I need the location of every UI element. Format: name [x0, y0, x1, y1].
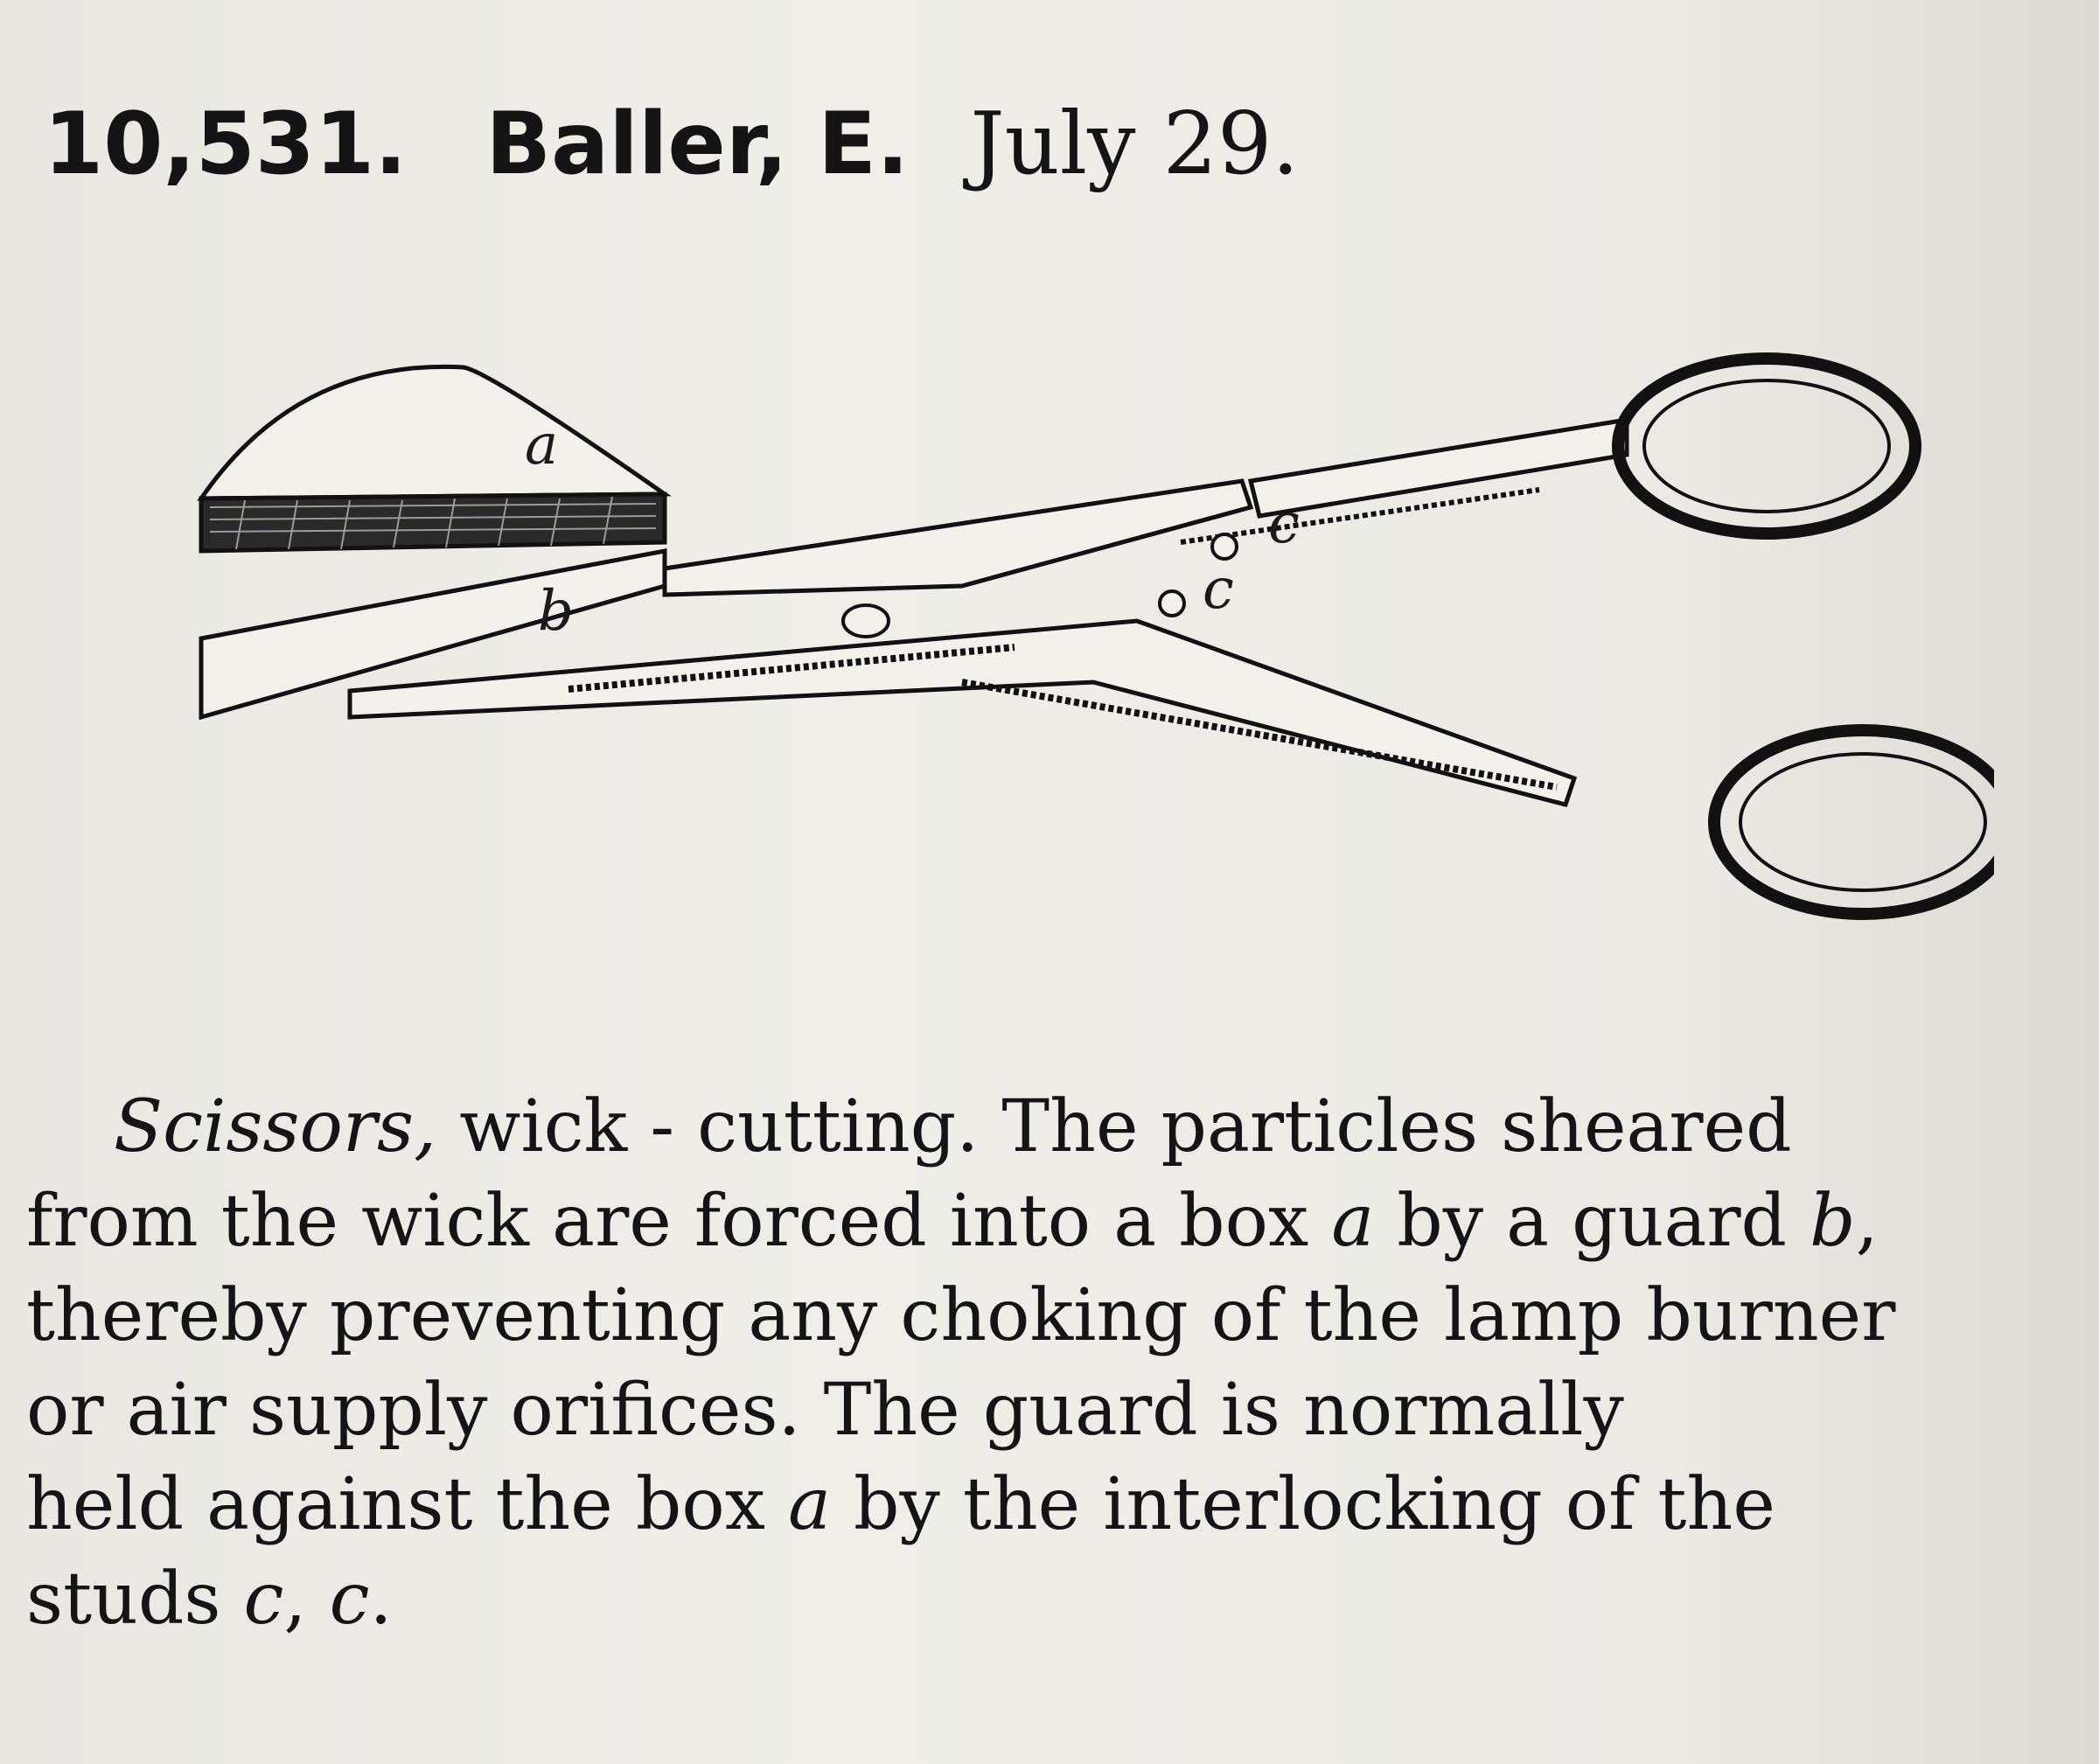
line-text: .	[369, 1558, 393, 1641]
line-text: thereby preventing any choking of the lamp burner	[26, 1274, 1896, 1357]
label-a: a	[525, 413, 559, 478]
scissors-illustration	[175, 332, 1994, 997]
lower-blade	[350, 621, 1574, 805]
description-line-1	[26, 1080, 2055, 1175]
description-paragraph	[26, 1080, 2055, 1647]
ref-letter: c	[329, 1558, 370, 1641]
line-text: from the wick are forced into a box	[26, 1180, 1332, 1263]
description-line-6	[26, 1552, 2055, 1647]
pivot-screw	[843, 605, 889, 637]
upper-blade	[665, 481, 1251, 595]
ref-letter: a	[788, 1463, 831, 1546]
description-line-4	[26, 1363, 2055, 1458]
line-text: by the interlocking of the	[830, 1463, 1775, 1546]
upper-handle-shank	[1251, 420, 1627, 516]
stud-c-lower	[1160, 591, 1184, 616]
description-line-3	[26, 1269, 2055, 1363]
description-line-2	[26, 1175, 2055, 1269]
inventor-name: Baller, E.	[485, 94, 910, 194]
patent-date: July 29.	[970, 94, 1300, 194]
wick-box-a	[201, 366, 665, 499]
lower-finger-ring-inner	[1740, 754, 1985, 890]
lower-finger-ring	[1714, 730, 1994, 914]
upper-finger-ring-inner	[1644, 380, 1889, 512]
line-text: wick - cutting. The particles sheared	[436, 1085, 1792, 1168]
line-text: held against the box	[26, 1463, 789, 1546]
stud-c-upper	[1212, 534, 1237, 559]
line-text: by a guard	[1374, 1180, 1810, 1263]
line-text: studs	[26, 1558, 244, 1641]
ref-letter: a	[1331, 1180, 1375, 1263]
patent-number: 10,531.	[44, 94, 408, 194]
ref-letter: b	[1810, 1180, 1856, 1263]
entry-heading	[44, 94, 1880, 194]
ref-letter: c	[243, 1558, 284, 1641]
label-c-upper: c	[1268, 492, 1300, 556]
description-line-5	[26, 1458, 2055, 1552]
label-c-lower: c	[1203, 557, 1234, 622]
wick-box-front	[201, 494, 665, 551]
line-text: ,	[283, 1558, 330, 1641]
scissors-drawing	[175, 332, 1994, 997]
label-b: b	[538, 579, 574, 644]
line-text: or air supply orifices. The guard is normally	[26, 1369, 1624, 1452]
line-text: ,	[1855, 1180, 1879, 1263]
subject-term: Scissors,	[114, 1085, 437, 1168]
bleed-through-text	[262, 17, 286, 105]
upper-finger-ring	[1618, 359, 1915, 533]
